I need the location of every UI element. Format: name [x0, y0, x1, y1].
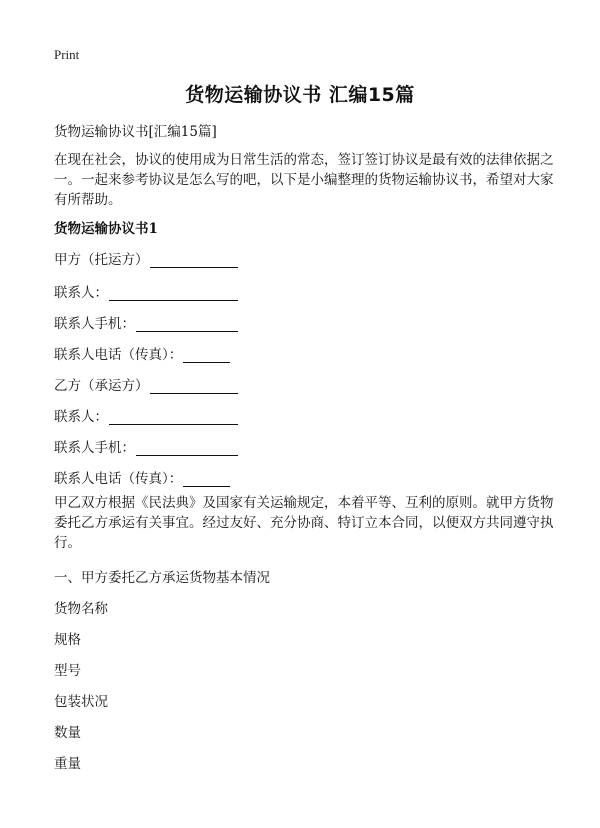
section-heading-1: 货物运输协议书1 [54, 221, 158, 237]
field-label: 联系人： [54, 409, 108, 425]
list-item: 数量 [54, 725, 81, 741]
list-item: 重量 [54, 756, 81, 772]
field-blank-line [150, 379, 238, 394]
field-blank-line [136, 441, 238, 456]
field-label: 乙方（承运方） [54, 378, 149, 394]
list-item: 货物名称 [54, 601, 108, 617]
field-blank-line [109, 410, 238, 425]
field-label: 联系人电话（传真）： [54, 347, 183, 363]
field-party-b [54, 374, 238, 394]
clause-heading-1: 一、甲方委托乙方承运货物基本情况 [54, 570, 270, 586]
document-title: 货物运输协议书 汇编15篇 [185, 84, 415, 106]
field-label: 联系人电话（传真）： [54, 471, 183, 487]
list-item: 型号 [54, 663, 81, 679]
field-label: 联系人： [54, 285, 108, 301]
field-label: 联系人手机： [54, 440, 135, 456]
field-blank-line [150, 253, 238, 268]
field-party-b-phone [54, 467, 230, 487]
field-label: 联系人手机： [54, 316, 135, 332]
field-party-b-mobile [54, 436, 238, 456]
print-link[interactable]: Print [54, 47, 80, 62]
list-item: 规格 [54, 632, 81, 648]
field-label: 甲方（托运方） [54, 252, 149, 268]
field-party-a-contact [54, 281, 238, 301]
agreement-paragraph: 甲乙双方根据《民法典》及国家有关运输规定，本着平等、互利的原则。就甲方货物委托乙方承运有关事宜。经过友好、充分协商、特订立本合同，以便双方共同遵守执行。 [54, 495, 554, 551]
list-item: 包装状况 [54, 694, 108, 710]
field-blank-line [183, 472, 230, 487]
intro-paragraph: 在现在社会，协议的使用成为日常生活的常态，签订签订协议是最有效的法律依据之一。一起来参考协议是怎么写的吧，以下是小编整理的货物运输协议书，希望对大家有所帮助。 [54, 152, 554, 208]
document-subtitle: 货物运输协议书[汇编15篇] [54, 124, 217, 140]
field-party-a-mobile [54, 312, 238, 332]
field-party-a [54, 248, 238, 268]
field-blank-line [183, 348, 230, 363]
field-party-b-contact [54, 405, 238, 425]
field-party-a-phone [54, 343, 230, 363]
field-blank-line [109, 286, 238, 301]
field-blank-line [136, 317, 238, 332]
